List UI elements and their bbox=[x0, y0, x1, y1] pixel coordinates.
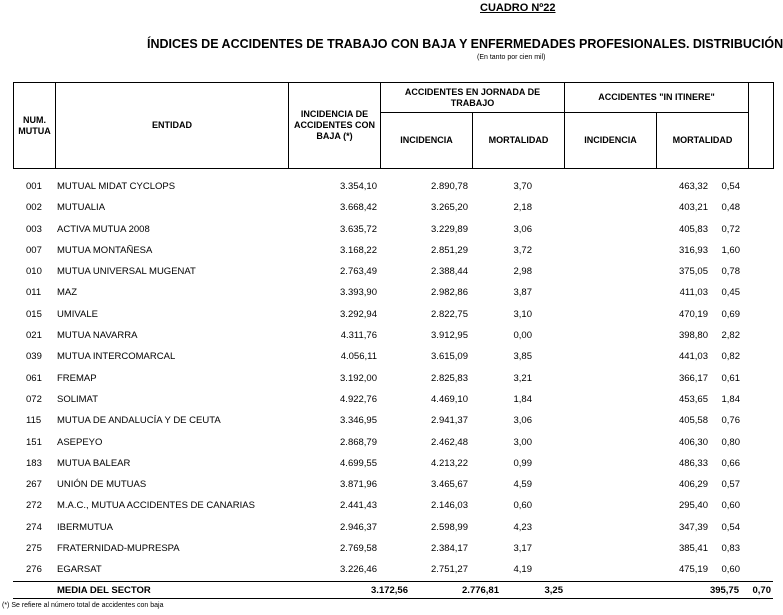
row-itinere-incidencia: 347,39 bbox=[678, 521, 708, 533]
table-row bbox=[0, 388, 755, 409]
header-jornada-group: ACCIDENTES EN JORNADA DE TRABAJO bbox=[381, 83, 565, 113]
row-incidencia-total: 4.699,55 bbox=[340, 457, 377, 469]
row-itinere-mortalidad: 0,60 bbox=[721, 564, 740, 576]
row-itinere-incidencia: 316,93 bbox=[678, 244, 708, 256]
row-entidad: MAZ bbox=[57, 287, 78, 299]
total-row bbox=[13, 581, 773, 599]
header-jornada-incidencia: INCIDENCIA bbox=[381, 113, 473, 169]
row-num: 015 bbox=[26, 308, 42, 320]
row-itinere-incidencia: 398,80 bbox=[678, 330, 708, 342]
row-jornada-incidencia: 2.825,83 bbox=[431, 372, 468, 384]
row-itinere-incidencia: 411,03 bbox=[679, 287, 708, 299]
row-itinere-incidencia: 453,65 bbox=[678, 393, 708, 405]
row-jornada-incidencia: 2.384,17 bbox=[431, 543, 468, 555]
table-row bbox=[0, 196, 755, 217]
row-num: 274 bbox=[26, 521, 42, 533]
row-jornada-incidencia: 3.615,09 bbox=[431, 351, 468, 363]
row-jornada-mortalidad: 3,10 bbox=[513, 308, 532, 320]
row-jornada-incidencia: 3.912,95 bbox=[431, 330, 468, 342]
row-jornada-mortalidad: 2,18 bbox=[513, 202, 532, 214]
row-itinere-incidencia: 403,21 bbox=[678, 202, 708, 214]
row-itinere-incidencia: 470,19 bbox=[678, 308, 708, 320]
row-entidad: ASEPEYO bbox=[57, 436, 103, 448]
table-row bbox=[0, 260, 755, 281]
row-itinere-mortalidad: 0,45 bbox=[721, 287, 740, 299]
row-itinere-incidencia: 295,40 bbox=[678, 500, 708, 512]
table-number: CUADRO Nº22 bbox=[480, 2, 556, 14]
row-itinere-mortalidad: 0,48 bbox=[721, 202, 740, 214]
row-jornada-mortalidad: 3,72 bbox=[513, 244, 532, 256]
row-entidad: MUTUA BALEAR bbox=[57, 457, 131, 469]
row-incidencia-total: 3.668,42 bbox=[340, 202, 377, 214]
row-jornada-incidencia: 2.941,37 bbox=[431, 415, 468, 427]
table-row bbox=[0, 239, 755, 260]
row-itinere-mortalidad: 0,66 bbox=[721, 457, 740, 469]
row-incidencia-total: 4.922,76 bbox=[340, 393, 377, 405]
row-jornada-mortalidad: 0,60 bbox=[513, 500, 532, 512]
row-num: 002 bbox=[26, 202, 42, 214]
row-jornada-mortalidad: 3,00 bbox=[513, 436, 532, 448]
row-incidencia-total: 2.946,37 bbox=[340, 521, 377, 533]
row-itinere-mortalidad: 0,57 bbox=[721, 479, 740, 491]
row-entidad: MUTUAL MIDAT CYCLOPS bbox=[57, 181, 176, 192]
row-incidencia-total: 3.226,46 bbox=[340, 564, 377, 576]
row-incidencia-total: 2.441,43 bbox=[340, 500, 377, 512]
header-jornada-mortalidad: MORTALIDAD bbox=[473, 113, 565, 169]
row-jornada-incidencia: 2.822,75 bbox=[431, 308, 468, 320]
total-jornada-incidencia: 2.776,81 bbox=[462, 585, 499, 596]
row-entidad: EGARSAT bbox=[57, 564, 102, 576]
row-jornada-mortalidad: 3,21 bbox=[513, 372, 532, 384]
row-jornada-incidencia: 2.982,86 bbox=[431, 287, 468, 299]
table-row bbox=[0, 516, 755, 537]
row-entidad: UNIÓN DE MUTUAS bbox=[57, 479, 147, 491]
row-jornada-incidencia: 3.265,20 bbox=[431, 202, 468, 214]
row-entidad: MUTUA MONTAÑESA bbox=[57, 244, 153, 256]
row-entidad: IBERMUTUA bbox=[57, 521, 113, 533]
row-incidencia-total: 4.056,11 bbox=[340, 351, 377, 363]
header-itinere-group: ACCIDENTES "IN ITINERE" bbox=[565, 83, 749, 113]
row-incidencia-total: 3.393,90 bbox=[340, 287, 377, 299]
row-itinere-mortalidad: 0,61 bbox=[721, 372, 740, 384]
row-jornada-mortalidad: 4,23 bbox=[513, 521, 532, 533]
row-itinere-incidencia: 441,03 bbox=[678, 351, 708, 363]
row-jornada-incidencia: 2.751,27 bbox=[431, 564, 468, 576]
row-entidad: FRATERNIDAD-MUPRESPA bbox=[57, 543, 180, 555]
row-jornada-mortalidad: 3,06 bbox=[513, 223, 532, 235]
row-num: 021 bbox=[26, 330, 42, 342]
row-num: 072 bbox=[26, 393, 42, 405]
row-itinere-mortalidad: 0,69 bbox=[721, 308, 740, 320]
row-incidencia-total: 2.868,79 bbox=[340, 436, 377, 448]
row-itinere-mortalidad: 2,82 bbox=[721, 330, 740, 342]
table-row bbox=[0, 494, 755, 515]
table-row bbox=[0, 218, 755, 239]
row-jornada-mortalidad: 1,84 bbox=[513, 393, 532, 405]
header-cut-off bbox=[749, 83, 774, 169]
row-itinere-mortalidad: 1,60 bbox=[721, 244, 740, 256]
row-jornada-mortalidad: 3,87 bbox=[513, 287, 532, 299]
table-row bbox=[0, 452, 755, 473]
row-num: 007 bbox=[26, 244, 42, 256]
row-entidad: UMIVALE bbox=[57, 308, 99, 320]
total-label: MEDIA DEL SECTOR bbox=[57, 585, 151, 596]
row-jornada-mortalidad: 3,70 bbox=[513, 181, 532, 192]
row-jornada-mortalidad: 2,98 bbox=[513, 266, 532, 278]
table-row bbox=[0, 367, 755, 388]
table-header bbox=[13, 82, 774, 169]
row-entidad: MUTUA UNIVERSAL MUGENAT bbox=[57, 266, 196, 278]
row-num: 267 bbox=[26, 479, 42, 491]
row-itinere-mortalidad: 0,54 bbox=[721, 181, 740, 192]
row-incidencia-total: 3.292,94 bbox=[340, 308, 377, 320]
table-row bbox=[0, 431, 755, 452]
row-itinere-mortalidad: 1,84 bbox=[721, 393, 740, 405]
header-entidad: ENTIDAD bbox=[56, 83, 289, 169]
row-entidad: ACTIVA MUTUA 2008 bbox=[57, 223, 150, 235]
row-jornada-mortalidad: 3,85 bbox=[513, 351, 532, 363]
row-entidad: MUTUALIA bbox=[57, 202, 106, 214]
row-jornada-mortalidad: 4,59 bbox=[513, 479, 532, 491]
table-row bbox=[0, 175, 755, 196]
row-itinere-mortalidad: 0,72 bbox=[721, 223, 740, 235]
table-row bbox=[0, 303, 755, 324]
row-itinere-mortalidad: 0,78 bbox=[721, 266, 740, 278]
row-incidencia-total: 2.769,58 bbox=[340, 543, 377, 555]
row-itinere-incidencia: 366,17 bbox=[678, 372, 708, 384]
row-num: 276 bbox=[26, 564, 42, 576]
footnote: (*) Se refiere al número total de accidentes con baja bbox=[2, 602, 164, 609]
row-num: 010 bbox=[26, 266, 42, 278]
page-subtitle: (En tanto por cien mil) bbox=[477, 54, 546, 61]
row-num: 272 bbox=[26, 500, 42, 512]
row-num: 061 bbox=[26, 372, 42, 384]
row-itinere-incidencia: 405,83 bbox=[678, 223, 708, 235]
row-itinere-mortalidad: 0,76 bbox=[721, 415, 740, 427]
row-num: 003 bbox=[26, 223, 42, 235]
row-num: 183 bbox=[26, 457, 42, 469]
table-row bbox=[0, 537, 755, 558]
table-row bbox=[0, 281, 755, 302]
row-incidencia-total: 3.192,00 bbox=[340, 372, 377, 384]
row-itinere-incidencia: 406,29 bbox=[678, 479, 708, 491]
header-itinere-incidencia: INCIDENCIA bbox=[565, 113, 657, 169]
row-jornada-mortalidad: 4,19 bbox=[513, 564, 532, 576]
row-itinere-mortalidad: 0,83 bbox=[721, 543, 740, 555]
row-jornada-incidencia: 3.465,67 bbox=[431, 479, 468, 491]
row-jornada-mortalidad: 0,00 bbox=[513, 330, 532, 342]
table-row bbox=[0, 409, 755, 430]
page-title: ÍNDICES DE ACCIDENTES DE TRABAJO CON BAJA Y ENFERMEDADES PROFESIONALES. DISTRIBUCIÓN bbox=[147, 37, 783, 51]
row-jornada-incidencia: 2.462,48 bbox=[431, 436, 468, 448]
row-entidad: MUTUA NAVARRA bbox=[57, 330, 138, 342]
row-incidencia-total: 3.346,95 bbox=[340, 415, 377, 427]
header-num-mutua: NUM. MUTUA bbox=[14, 83, 56, 169]
row-entidad: FREMAP bbox=[57, 372, 97, 384]
header-incidencia-total: INCIDENCIA DE ACCIDENTES CON BAJA (*) bbox=[289, 83, 381, 169]
row-entidad: M.A.C., MUTUA ACCIDENTES DE CANARIAS bbox=[57, 500, 255, 512]
table-row bbox=[0, 345, 755, 366]
row-itinere-incidencia: 463,32 bbox=[678, 181, 708, 192]
row-itinere-incidencia: 385,41 bbox=[678, 543, 708, 555]
row-itinere-incidencia: 475,19 bbox=[678, 564, 708, 576]
row-entidad: MUTUA DE ANDALUCÍA Y DE CEUTA bbox=[57, 415, 221, 427]
row-incidencia-total: 3.168,22 bbox=[340, 244, 377, 256]
row-incidencia-total: 2.763,49 bbox=[340, 266, 377, 278]
row-num: 115 bbox=[26, 415, 42, 427]
total-incidencia: 3.172,56 bbox=[371, 585, 408, 596]
row-itinere-incidencia: 405,58 bbox=[678, 415, 708, 427]
row-itinere-mortalidad: 0,54 bbox=[721, 521, 740, 533]
row-num: 011 bbox=[26, 287, 42, 299]
row-jornada-mortalidad: 0,99 bbox=[513, 457, 532, 469]
row-jornada-incidencia: 2.146,03 bbox=[431, 500, 468, 512]
row-incidencia-total: 3.871,96 bbox=[340, 479, 377, 491]
row-jornada-incidencia: 2.890,78 bbox=[431, 181, 468, 192]
total-itinere-mortalidad: 0,70 bbox=[752, 585, 771, 596]
table-row bbox=[0, 558, 755, 579]
row-incidencia-total: 4.311,76 bbox=[340, 330, 377, 342]
row-jornada-incidencia: 2.851,29 bbox=[431, 244, 468, 256]
row-itinere-mortalidad: 0,82 bbox=[721, 351, 740, 363]
row-num: 039 bbox=[26, 351, 42, 363]
row-entidad: MUTUA INTERCOMARCAL bbox=[57, 351, 176, 363]
header-itinere-mortalidad: MORTALIDAD bbox=[657, 113, 749, 169]
row-jornada-incidencia: 2.598,99 bbox=[431, 521, 468, 533]
row-itinere-incidencia: 375,05 bbox=[678, 266, 708, 278]
row-num: 001 bbox=[26, 181, 42, 192]
row-num: 275 bbox=[26, 543, 42, 555]
row-jornada-incidencia: 4.213,22 bbox=[431, 457, 468, 469]
total-jornada-mortalidad: 3,25 bbox=[544, 585, 563, 596]
row-jornada-incidencia: 3.229,89 bbox=[431, 223, 468, 235]
table-row bbox=[0, 473, 755, 494]
total-itinere-incidencia: 395,75 bbox=[709, 585, 739, 596]
row-jornada-incidencia: 2.388,44 bbox=[431, 266, 468, 278]
row-itinere-mortalidad: 0,80 bbox=[721, 436, 740, 448]
row-jornada-incidencia: 4.469,10 bbox=[431, 393, 468, 405]
table-row bbox=[0, 324, 755, 345]
row-itinere-incidencia: 406,30 bbox=[678, 436, 708, 448]
row-jornada-mortalidad: 3,17 bbox=[513, 543, 532, 555]
row-itinere-mortalidad: 0,60 bbox=[721, 500, 740, 512]
row-jornada-mortalidad: 3,06 bbox=[513, 415, 532, 427]
table-body bbox=[0, 175, 755, 580]
row-num: 151 bbox=[26, 436, 42, 448]
row-itinere-incidencia: 486,33 bbox=[678, 457, 708, 469]
row-incidencia-total: 3.635,72 bbox=[340, 223, 377, 235]
row-entidad: SOLIMAT bbox=[57, 393, 98, 405]
row-incidencia-total: 3.354,10 bbox=[340, 181, 377, 192]
